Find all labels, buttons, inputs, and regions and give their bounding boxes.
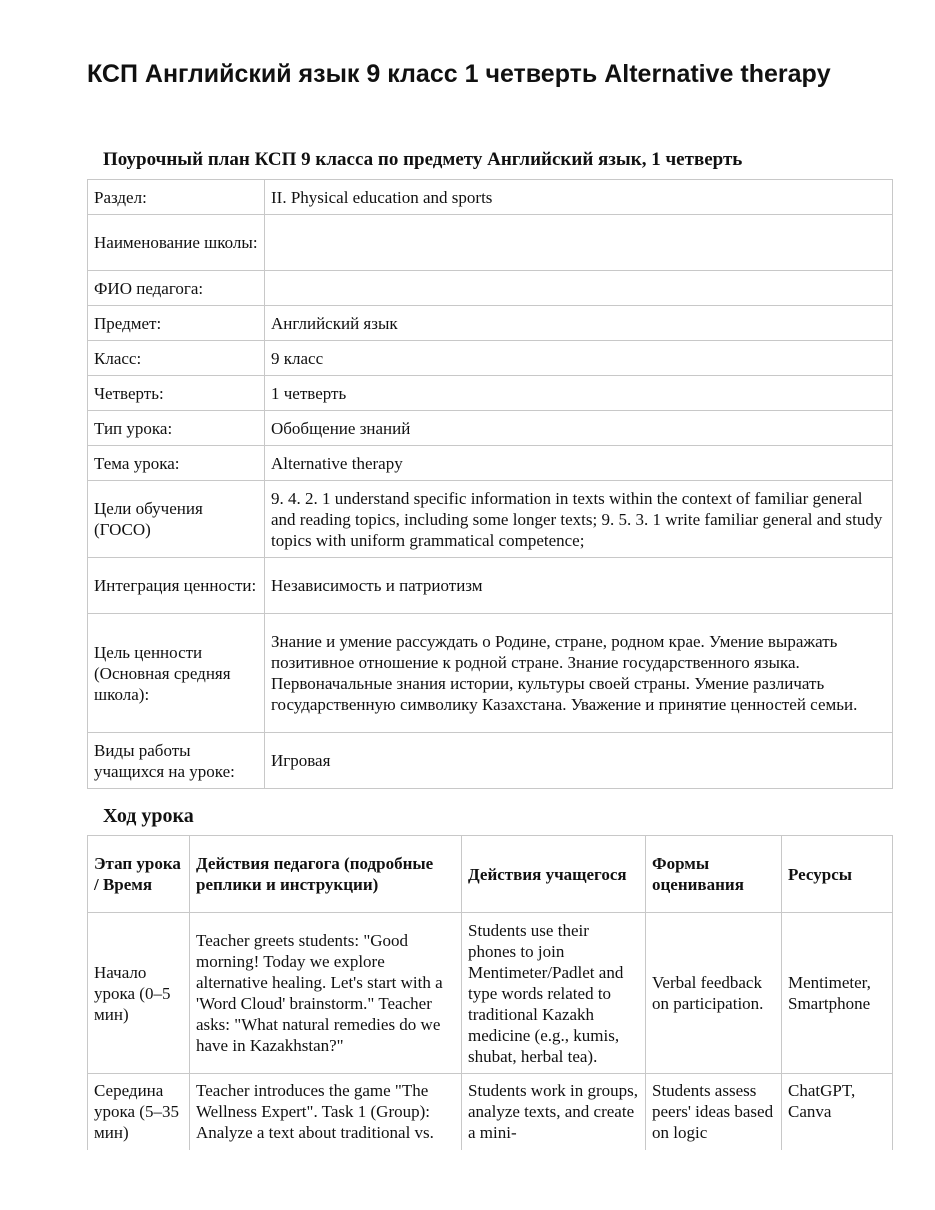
table-cell: Students work in groups, analyze texts, and create a mini- (462, 1074, 646, 1151)
table-cell: Середина урока (5–35 мин) (88, 1074, 190, 1151)
info-label: Четверть: (88, 376, 265, 411)
table-row (88, 1074, 893, 1151)
info-value: Alternative therapy (265, 446, 893, 481)
info-value: Игровая (265, 733, 893, 789)
info-value: 9. 4. 2. 1 understand specific information in texts within the context of familiar general and reading topics, including some longer texts; 9. 5. 3. 1 write familiar general and study topics with uniform grammatical competence; (265, 481, 893, 558)
table-cell: Teacher greets students: "Good morning! Today we explore alternative healing. Let's start with a 'Word Cloud' brainstorm." Teacher asks: "What natural remedies do we have in Kazakhstan?" (190, 913, 462, 1074)
info-label: Наименование школы: (88, 215, 265, 271)
table-cell: ChatGPT, Canva (782, 1074, 893, 1151)
table-cell: Students assess peers' ideas based on logic (646, 1074, 782, 1151)
table-cell: Verbal feedback on participation. (646, 913, 782, 1074)
column-header: Действия учащегося (462, 836, 646, 913)
info-value: II. Physical education and sports (265, 180, 893, 215)
table-cell: Mentimeter, Smartphone (782, 913, 893, 1074)
info-label: ФИО педагога: (88, 271, 265, 306)
info-label: Цель ценности (Основная средняя школа): (88, 614, 265, 733)
info-value: 9 класс (265, 341, 893, 376)
table-cell: Students use their phones to join Mentimeter/Padlet and type words related to traditional Kazakh medicine (e.g., kumis, shubat, herbal tea). (462, 913, 646, 1074)
info-label: Тема урока: (88, 446, 265, 481)
info-value: 1 четверть (265, 376, 893, 411)
info-value: Обобщение знаний (265, 411, 893, 446)
table-header-row (88, 836, 893, 913)
column-header: Ресурсы (782, 836, 893, 913)
lesson-flow-table (87, 835, 893, 1150)
plan-subtitle: Поурочный план КСП 9 класса по предмету Английский язык, 1 четверть (103, 149, 743, 170)
info-value: Знание и умение рассуждать о Родине, стране, родном крае. Умение выражать позитивное отношение к родной стране. Знание государственного языка. Первоначальные знания истории, культуры своей страны. Умение различать государственную символику Казахстана. Уважение и принятие ценностей семьи. (265, 614, 893, 733)
table-row (88, 913, 893, 1074)
column-header: Формы оценивания (646, 836, 782, 913)
info-value: Английский язык (265, 306, 893, 341)
info-label: Класс: (88, 341, 265, 376)
column-header: Этап урока / Время (88, 836, 190, 913)
info-label: Виды работы учащихся на уроке: (88, 733, 265, 789)
info-label: Предмет: (88, 306, 265, 341)
table-cell: Начало урока (0–5 мин) (88, 913, 190, 1074)
info-label: Тип урока: (88, 411, 265, 446)
column-header: Действия педагога (подробные реплики и инструкции) (190, 836, 462, 913)
info-value: Независимость и патриотизм (265, 558, 893, 614)
table-cell: Teacher introduces the game "The Wellness Expert". Task 1 (Group): Analyze a text about traditional vs. (190, 1074, 462, 1151)
section-heading: Ход урока (103, 805, 194, 827)
document-title: КСП Английский язык 9 класс 1 четверть Alternative therapy (87, 60, 831, 88)
info-label: Интеграция ценности: (88, 558, 265, 614)
info-label: Цели обучения (ГОСО) (88, 481, 265, 558)
info-label: Раздел: (88, 180, 265, 215)
